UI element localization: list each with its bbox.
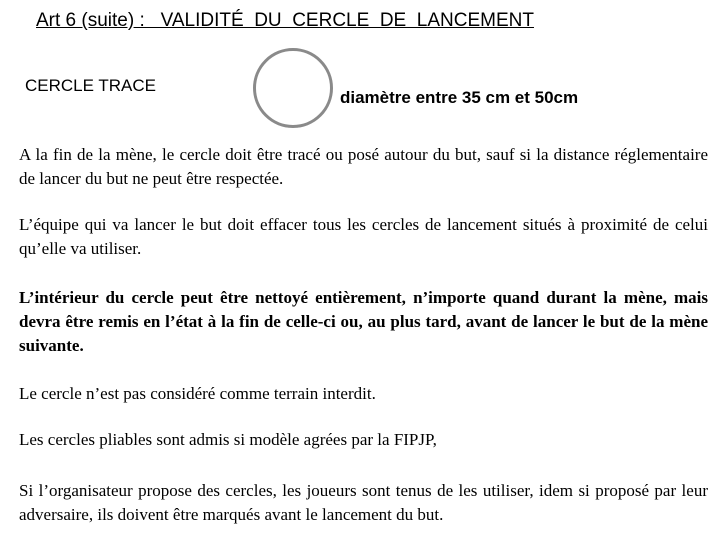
- paragraph-folding-circles: Les cercles pliables sont admis si modèle agrées par la FIPJP,: [19, 430, 437, 449]
- paragraph-not-forbidden-ground: Le cercle n’est pas considéré comme terrain interdit.: [19, 384, 376, 403]
- paragraph-organizer-circles: Si l’organisateur propose des cercles, les joueurs sont tenus de les utiliser, idem si proposé par leur adversaire, ils doivent être marqués avant le lancement du but.: [19, 481, 708, 524]
- page-title: Art 6 (suite) : VALIDITÉ DU CERCLE DE LANCEMENT: [36, 10, 534, 31]
- circle-label: CERCLE TRACE: [25, 76, 156, 95]
- paragraph-circle-tracing: A la fin de la mène, le cercle doit être tracé ou posé autour du but, sauf si la distance réglementaire de lancer du but ne peut être respectée.: [19, 145, 708, 188]
- circle-illustration: [253, 48, 333, 128]
- circle-diameter-text: diamètre entre 35 cm et 50cm: [340, 88, 579, 107]
- paragraph-erase-circles: L’équipe qui va lancer le but doit effacer tous les cercles de lancement situés à proximité de celui qu’elle va utiliser.: [19, 215, 708, 258]
- paragraph-circle-cleaning: L’intérieur du cercle peut être nettoyé entièrement, n’importe quand durant la mène, mais devra être remis en l’état à la fin de celle-ci ou, au plus tard, avant de lancer le but de la mène suivante.: [19, 288, 708, 355]
